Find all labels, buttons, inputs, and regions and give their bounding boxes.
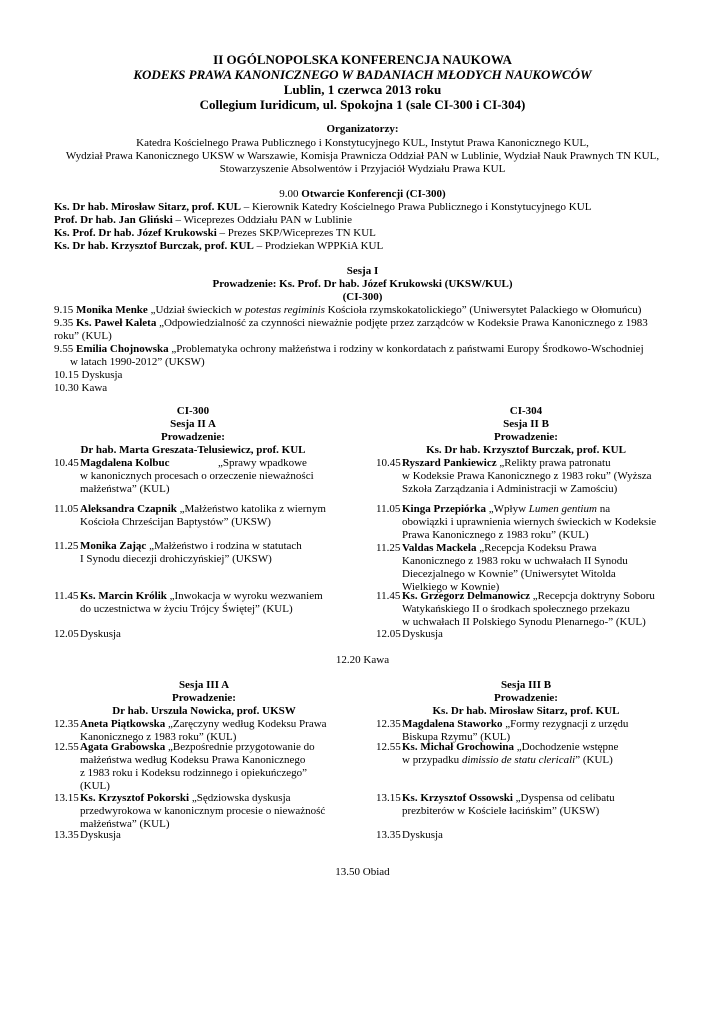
talk-speaker: Kinga Przepiórka bbox=[402, 503, 487, 515]
talk-speaker: Ks. Krzysztof Pokorski bbox=[80, 792, 190, 804]
talk-speaker: Monika Menke bbox=[76, 304, 148, 316]
session2b-chair-label: Prowadzenie: bbox=[494, 431, 558, 443]
talk-title-italic: dimissio de statu clericali bbox=[461, 754, 576, 766]
talk-item bbox=[54, 343, 644, 356]
talk-title: Szkoła Zarządzania i Administracji w Zamościu) bbox=[402, 483, 618, 495]
talk-title: prezbiterów w Kościele łacińskim” (UKSW) bbox=[402, 805, 600, 817]
talk-time: 13.15 bbox=[376, 792, 401, 804]
talk-speaker: Ks. Grzegorz Delmanowicz bbox=[402, 590, 530, 602]
talk-time: 11.05 bbox=[376, 503, 401, 515]
talk-title-continuation: w latach 1990-2012” (UKSW) bbox=[70, 356, 205, 368]
session2a-column bbox=[54, 405, 332, 645]
talk-time: 11.25 bbox=[54, 540, 79, 552]
session2b-chair: Ks. Dr hab. Krzysztof Burczak, prof. KUL bbox=[426, 444, 626, 456]
talk-time: 12.05 bbox=[54, 628, 79, 640]
talk-title: „Udział świeckich w bbox=[147, 304, 245, 316]
lunch-break: 13.50 Obiad bbox=[335, 866, 390, 878]
session2b-title: Sesja II B bbox=[503, 418, 549, 430]
break-label: Dyskusja bbox=[80, 628, 121, 640]
conference-venue: Collegium Iuridicum, ul. Spokojna 1 (sale CI-300 i CI-304) bbox=[199, 97, 526, 112]
talk-time: 13.35 bbox=[54, 829, 79, 841]
talk-speaker: Aneta Piątkowska bbox=[80, 718, 166, 730]
speaker-name: Ks. Dr hab. Mirosław Sitarz, prof. KUL bbox=[54, 201, 242, 213]
talk-title: „Relikty prawa patronatu bbox=[496, 457, 611, 469]
talk-speaker: Ks. Paweł Kaleta bbox=[76, 317, 157, 329]
talk-title: „Dochodzenie wstępne bbox=[513, 741, 619, 753]
organizers-line: Stowarzyszenie Absolwentów i Przyjaciół Wydziału Prawa KUL bbox=[219, 163, 506, 175]
talk-title-italic: Lumen gentium bbox=[528, 503, 597, 515]
talk-title: „Odpowiedzialność za czynności nieważnie podjęte przez zarządców w Kodeksie Prawa Kanonicznego z 1983 bbox=[156, 317, 648, 329]
opening-title: Otwarcie Konferencji (CI-300) bbox=[301, 188, 446, 200]
talk-title: „Bezpośrednie przygotowanie do bbox=[165, 741, 315, 753]
speaker-name: Ks. Prof. Dr hab. Józef Krukowski bbox=[54, 227, 217, 239]
talk-speaker: Magdalena Staworko bbox=[402, 718, 503, 730]
talk-title: małżeństwa” (KUL) bbox=[80, 818, 170, 830]
talk-time: 12.05 bbox=[376, 628, 401, 640]
break-label: Dyskusja bbox=[81, 369, 123, 381]
talk-title: obowiązki i uprawnienia wiernych świeckich w Kodeksie bbox=[402, 516, 657, 528]
talk-title: Diecezjalnego w Kownie” (Uniwersytet Witolda bbox=[402, 568, 616, 580]
speaker-role: – Wiceprezes Oddziału PAN w Lublinie bbox=[172, 214, 352, 226]
talk-time: 10.45 bbox=[376, 457, 401, 469]
talk-speaker: Emilia Chojnowska bbox=[76, 343, 169, 355]
session2a-chair-label: Prowadzenie: bbox=[161, 431, 225, 443]
session1-room: (CI-300) bbox=[342, 291, 383, 303]
session3a-chair-label: Prowadzenie: bbox=[172, 692, 236, 704]
talk-time: 13.15 bbox=[54, 792, 79, 804]
talk-title: małżeństwa według Kodeksu Prawa Kanonicznego bbox=[80, 754, 306, 766]
session3b-title: Sesja III B bbox=[500, 679, 552, 691]
talk-time: 10.15 bbox=[54, 369, 79, 381]
talk-title: „Sędziowska dyskusja bbox=[189, 792, 291, 804]
talk-speaker: Agata Grabowska bbox=[80, 741, 166, 753]
talk-time: 9.15 bbox=[54, 304, 74, 316]
opening-speaker bbox=[54, 227, 376, 240]
speaker-role: – Kierownik Katedry Kościelnego Prawa Publicznego i Konstytucyjnego KUL bbox=[241, 201, 592, 213]
talk-title: „Recepcja doktryny Soboru bbox=[529, 590, 655, 602]
talk-title: „Dyspensa od celibatu bbox=[512, 792, 615, 804]
talk-title: w uchwałach II Polskiego Synodu Plenarnego-” (KUL) bbox=[402, 616, 646, 628]
talk-title: „Małżeństwo i rodzina w statutach bbox=[146, 540, 302, 552]
talk-title: w Kodeksie Prawa Kanonicznego z 1983 roku” (Wyższa bbox=[402, 470, 652, 482]
talk-time: 11.45 bbox=[54, 590, 79, 602]
talk-time: 11.45 bbox=[376, 590, 401, 602]
talk-time: 9.35 bbox=[54, 317, 74, 329]
talk-title: Wielkiego w Kownie) bbox=[402, 581, 500, 593]
talk-title: „Zaręczyny według Kodeksu Prawa bbox=[165, 718, 327, 730]
talk-title: Watykańskiego II o środkach społecznego przekazu bbox=[402, 603, 630, 615]
talk-time: 13.35 bbox=[376, 829, 401, 841]
break-label: Dyskusja bbox=[402, 829, 443, 841]
talk-title: „Recepcja Kodeksu Prawa bbox=[476, 542, 597, 554]
talk-title: „Małżeństwo katolika z wiernym bbox=[176, 503, 326, 515]
organizers-line: Katedra Kościelnego Prawa Publicznego i Konstytucyjnego KUL, Instytut Prawa Kanonicznego KUL, bbox=[136, 137, 589, 149]
talk-speaker: Magdalena Kolbuc bbox=[80, 457, 170, 469]
session2a-room: CI-300 bbox=[176, 405, 210, 417]
speaker-role: – Prezes SKP/Wiceprezes TN KUL bbox=[216, 227, 376, 239]
talk-title: „Sprawy wpadkowe bbox=[218, 457, 307, 469]
talk-title: Prawa Kanonicznego z 1983 roku” (KUL) bbox=[402, 529, 589, 541]
talk-time: 10.30 bbox=[54, 382, 79, 394]
talk-title: w kanonicznych procesach o orzeczenie nieważności bbox=[80, 470, 314, 482]
talk-title: Kościoła Chrześcijan Baptystów” (UKSW) bbox=[80, 516, 271, 528]
talk-title: ” (KUL) bbox=[575, 754, 613, 766]
talk-title: Kościoła rzymskokatolickiego” (Uniwersytet Palackiego w Ołomuńcu) bbox=[324, 304, 642, 316]
opening-speaker bbox=[54, 201, 591, 214]
talk-title: przedwyrokowa w kanonicznym procesie o nieważność bbox=[80, 805, 326, 817]
discussion-item bbox=[54, 369, 122, 382]
talk-title: w przypadku bbox=[402, 754, 462, 766]
talk-time: 12.55 bbox=[54, 741, 79, 753]
speaker-name: Prof. Dr hab. Jan Gliński bbox=[54, 214, 173, 226]
organizers-line: Wydział Prawa Kanonicznego UKSW w Warszawie, Komisja Prawnicza Oddział PAN w Lublinie, Wydział Nauk Prawnych TN KUL, bbox=[65, 150, 660, 162]
conference-date-place: Lublin, 1 czerwca 2013 roku bbox=[283, 82, 442, 97]
organizers-heading: Organizatorzy: bbox=[326, 123, 399, 135]
conference-title: II OGÓLNOPOLSKA KONFERENCJA NAUKOWA bbox=[213, 52, 512, 67]
speaker-name: Ks. Dr hab. Krzysztof Burczak, prof. KUL bbox=[54, 240, 254, 252]
session3b-column bbox=[376, 679, 656, 849]
talk-time: 12.55 bbox=[376, 741, 401, 753]
talk-time: 12.35 bbox=[376, 718, 401, 730]
session3a-chair: Dr hab. Urszula Nowicka, prof. UKSW bbox=[112, 705, 296, 717]
talk-item bbox=[54, 304, 641, 317]
talk-title: „Formy rezygnacji z urzędu bbox=[502, 718, 629, 730]
talk-title: (KUL) bbox=[80, 780, 110, 792]
break-label: Dyskusja bbox=[402, 628, 443, 640]
talk-title-continuation: roku” (KUL) bbox=[54, 330, 112, 342]
talk-title-italic: potestas regiminis bbox=[244, 304, 325, 316]
opening-time: 9.00 bbox=[279, 188, 299, 200]
talk-title: Biskupa Rzymu” (KUL) bbox=[402, 731, 511, 743]
talk-speaker: Ryszard Pankiewicz bbox=[402, 457, 497, 469]
session3b-chair: Ks. Dr hab. Mirosław Sitarz, prof. KUL bbox=[432, 705, 620, 717]
talk-title: I Synodu diecezji drohiczyńskiej” (UKSW) bbox=[80, 553, 272, 565]
coffee-item bbox=[54, 382, 107, 395]
talk-title: na bbox=[596, 503, 611, 515]
session1-chair: Prowadzenie: Ks. Prof. Dr hab. Józef Krukowski (UKSW/KUL) bbox=[212, 278, 513, 290]
session1-title: Sesja I bbox=[346, 265, 379, 277]
break-label: Kawa bbox=[81, 382, 108, 394]
conference-subtitle: KODEKS PRAWA KANONICZNEGO W BADANIACH MŁODYCH NAUKOWCÓW bbox=[133, 67, 592, 82]
talk-title: „Inwokacja w wyroku wezwaniem bbox=[166, 590, 323, 602]
talk-time: 12.35 bbox=[54, 718, 79, 730]
talk-time: 9.55 bbox=[54, 343, 74, 355]
talk-title: do uczestnictwa w życiu Trójcy Świętej” (KUL) bbox=[80, 603, 293, 615]
session2a-title: Sesja II A bbox=[170, 418, 216, 430]
session3a-column bbox=[54, 679, 332, 849]
talk-item bbox=[54, 317, 648, 330]
talk-title: małżeństwa” (KUL) bbox=[80, 483, 170, 495]
opening-speaker bbox=[54, 240, 383, 253]
talk-speaker: Monika Zając bbox=[80, 540, 147, 552]
talk-title: Kanonicznego z 1983 roku w uchwałach II Synodu bbox=[402, 555, 628, 567]
talk-title: „Wpływ bbox=[486, 503, 529, 515]
opening-heading bbox=[0, 188, 725, 201]
talk-speaker: Ks. Michał Grochowina bbox=[402, 741, 514, 753]
talk-title: z 1983 roku i Kodeksu rodzinnego i opiekuńczego” bbox=[80, 767, 307, 779]
session2b-column bbox=[376, 405, 656, 645]
talk-speaker: Ks. Marcin Królik bbox=[80, 590, 167, 602]
speaker-role: – Prodziekan WPPKiA KUL bbox=[253, 240, 384, 252]
talk-speaker: Ks. Krzysztof Ossowski bbox=[402, 792, 513, 804]
break-label: Dyskusja bbox=[80, 829, 121, 841]
talk-time: 11.25 bbox=[376, 542, 401, 554]
talk-speaker: Valdas Mackela bbox=[402, 542, 477, 554]
talk-title: Kanonicznego z 1983 roku” (KUL) bbox=[80, 731, 237, 743]
session3b-chair-label: Prowadzenie: bbox=[494, 692, 558, 704]
talk-time: 10.45 bbox=[54, 457, 79, 469]
talk-time: 11.05 bbox=[54, 503, 79, 515]
talk-speaker: Aleksandra Czapnik bbox=[80, 503, 177, 515]
session2a-chair: Dr hab. Marta Greszata-Telusiewicz, prof. KUL bbox=[80, 444, 306, 456]
coffee-break: 12.20 Kawa bbox=[335, 654, 390, 666]
opening-speaker bbox=[54, 214, 352, 227]
session3a-title: Sesja III A bbox=[178, 679, 230, 691]
session2b-room: CI-304 bbox=[509, 405, 543, 417]
talk-title: „Problematyka ochrony małżeństwa i rodziny w konkordatach z państwami Europy Środkowo-Wschodniej bbox=[168, 343, 644, 355]
